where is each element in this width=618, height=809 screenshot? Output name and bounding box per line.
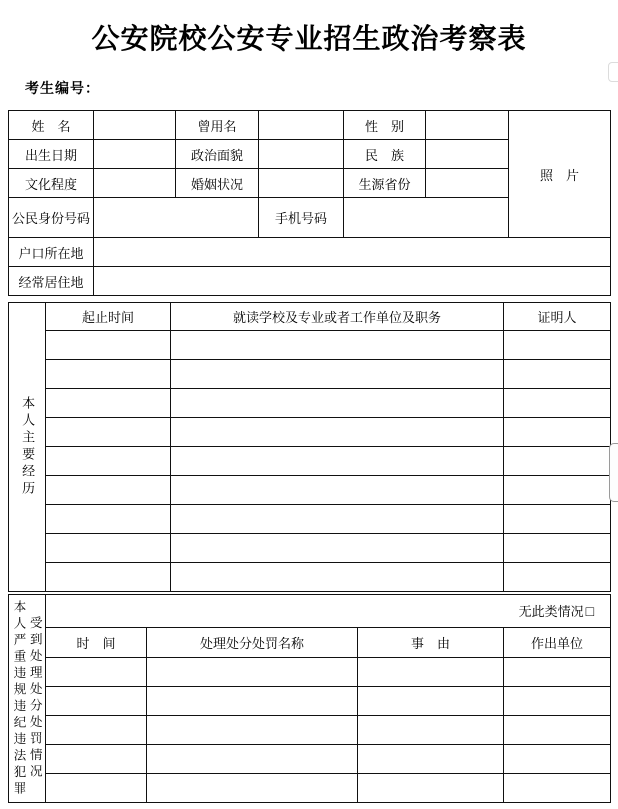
punishment-entry-cell[interactable] [147, 687, 358, 716]
blank-row [9, 774, 611, 803]
experience-entry-cell[interactable] [171, 360, 504, 389]
experience-entry-cell[interactable] [171, 447, 504, 476]
blank-row [9, 534, 611, 563]
education-label: 文化程度 [9, 169, 94, 198]
experience-entry-cell[interactable] [46, 360, 171, 389]
origin-province-value-cell[interactable] [426, 169, 509, 198]
punishment-entry-cell[interactable] [504, 716, 611, 745]
experience-entry-cell[interactable] [46, 447, 171, 476]
political-status-value-cell[interactable] [259, 140, 344, 169]
scrollbar-thumb[interactable] [609, 443, 618, 502]
punishment-time-header: 时 间 [46, 628, 147, 658]
punishment-entry-cell[interactable] [147, 716, 358, 745]
punishment-unit-header: 作出单位 [504, 628, 611, 658]
punishment-name-header: 处理处分处罚名称 [147, 628, 358, 658]
blank-row [9, 331, 611, 360]
punishment-reason-header: 事 由 [358, 628, 504, 658]
education-value-cell[interactable] [94, 169, 176, 198]
mobile-value-cell[interactable] [344, 198, 509, 238]
experience-entry-cell[interactable] [504, 476, 611, 505]
punishment-entry-cell[interactable] [504, 745, 611, 774]
punishment-entry-cell[interactable] [46, 687, 147, 716]
punishment-entry-cell[interactable] [147, 774, 358, 803]
punishment-entry-cell[interactable] [358, 658, 504, 687]
punishment-entry-cell[interactable] [504, 687, 611, 716]
blank-row [9, 563, 611, 592]
punishment-side-label-col2: 受到处理处分处罚情况 [28, 616, 43, 781]
punishment-entry-cell[interactable] [358, 745, 504, 774]
blank-row [9, 476, 611, 505]
political-status-label: 政治面貌 [176, 140, 259, 169]
experience-entry-cell[interactable] [171, 563, 504, 592]
candidate-number-label: 考生编号： [25, 80, 100, 96]
name-value-cell[interactable] [94, 111, 176, 140]
experience-side-label-text: 本人主要经历 [20, 396, 36, 498]
punishment-entry-cell[interactable] [358, 716, 504, 745]
experience-side-label [9, 303, 46, 592]
blank-row [9, 447, 611, 476]
experience-entry-cell[interactable] [46, 331, 171, 360]
experience-entry-cell[interactable] [46, 389, 171, 418]
ethnicity-value-cell[interactable] [426, 140, 509, 169]
punishment-entry-cell[interactable] [358, 774, 504, 803]
birth-date-value-cell[interactable] [94, 140, 176, 169]
punishment-table [8, 594, 611, 803]
former-name-value-cell[interactable] [259, 111, 344, 140]
blank-row [9, 418, 611, 447]
experience-entry-cell[interactable] [171, 476, 504, 505]
experience-entry-cell[interactable] [504, 331, 611, 360]
experience-entry-cell[interactable] [504, 534, 611, 563]
blank-row [9, 505, 611, 534]
no-such-case-cell [46, 595, 611, 628]
experience-entry-cell[interactable] [46, 476, 171, 505]
photo-box: 照 片 [509, 111, 611, 238]
mobile-label: 手机号码 [259, 198, 344, 238]
scroll-indicator-top[interactable] [608, 62, 618, 82]
gender-value-cell[interactable] [426, 111, 509, 140]
blank-row [9, 389, 611, 418]
punishment-entry-cell[interactable] [147, 658, 358, 687]
experience-period-header: 起止时间 [46, 303, 171, 331]
birth-date-label: 出生日期 [9, 140, 94, 169]
marital-status-value-cell[interactable] [259, 169, 344, 198]
no-such-case-checkbox[interactable]: □ [585, 605, 595, 620]
ethnicity-label: 民 族 [344, 140, 426, 169]
punishment-side-label [9, 595, 46, 803]
experience-table [8, 302, 611, 592]
blank-row [9, 658, 611, 687]
experience-entry-cell[interactable] [46, 418, 171, 447]
name-label: 姓 名 [9, 111, 94, 140]
punishment-entry-cell[interactable] [504, 658, 611, 687]
experience-entry-cell[interactable] [171, 534, 504, 563]
marital-status-label: 婚姻状况 [176, 169, 259, 198]
experience-witness-header: 证明人 [504, 303, 611, 331]
experience-entry-cell[interactable] [504, 563, 611, 592]
experience-entry-cell[interactable] [46, 534, 171, 563]
punishment-entry-cell[interactable] [46, 745, 147, 774]
experience-entry-cell[interactable] [504, 505, 611, 534]
blank-row [9, 716, 611, 745]
experience-entry-cell[interactable] [171, 331, 504, 360]
blank-row [9, 687, 611, 716]
former-name-label: 曾用名 [176, 111, 259, 140]
experience-entry-cell[interactable] [171, 505, 504, 534]
experience-entry-cell[interactable] [504, 360, 611, 389]
punishment-entry-cell[interactable] [358, 687, 504, 716]
no-such-case-label: 无此类情况 [518, 604, 584, 619]
residence-value-cell[interactable] [94, 267, 611, 296]
experience-entry-cell[interactable] [504, 418, 611, 447]
experience-entry-cell[interactable] [46, 563, 171, 592]
punishment-side-label-col1: 本人严重违规违纪违法犯罪 [12, 599, 26, 798]
experience-entry-cell[interactable] [504, 447, 611, 476]
id-number-label: 公民身份号码 [9, 198, 94, 238]
punishment-entry-cell[interactable] [46, 774, 147, 803]
id-number-value-cell[interactable] [94, 198, 259, 238]
household-value-cell[interactable] [94, 238, 611, 267]
gender-label: 性 别 [344, 111, 426, 140]
experience-entry-cell[interactable] [171, 418, 504, 447]
punishment-entry-cell[interactable] [46, 716, 147, 745]
blank-row [9, 360, 611, 389]
experience-entry-cell[interactable] [46, 505, 171, 534]
experience-entry-cell[interactable] [504, 389, 611, 418]
punishment-entry-cell[interactable] [147, 745, 358, 774]
household-label: 户口所在地 [9, 238, 94, 267]
origin-province-label: 生源省份 [344, 169, 426, 198]
residence-label: 经常居住地 [9, 267, 94, 296]
experience-school-header: 就读学校及专业或者工作单位及职务 [171, 303, 504, 331]
blank-row [9, 745, 611, 774]
experience-entry-cell[interactable] [171, 389, 504, 418]
page-title: 公安院校公安专业招生政治考察表 [91, 23, 527, 54]
punishment-entry-cell[interactable] [46, 658, 147, 687]
punishment-entry-cell[interactable] [504, 774, 611, 803]
personal-info-table [8, 110, 611, 296]
